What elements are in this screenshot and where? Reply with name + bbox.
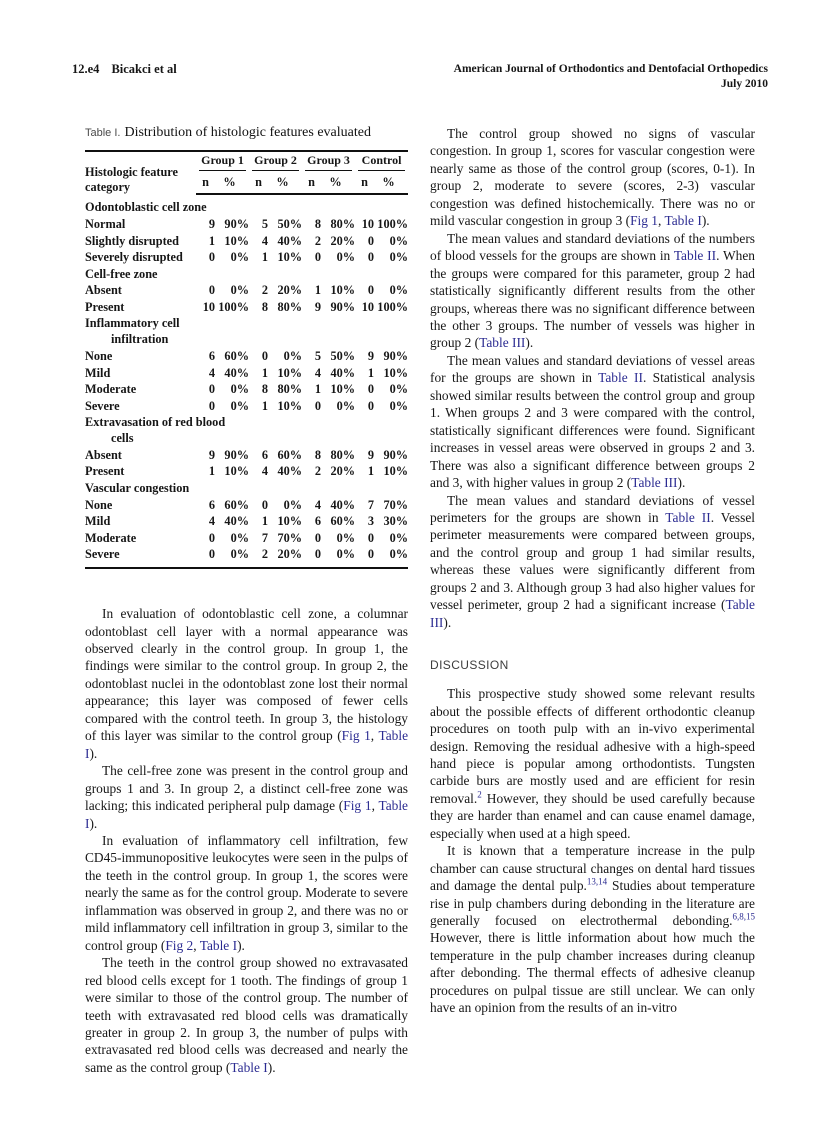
text-run: The mean values and standard deviations of the numbers of blood vessels for the groups are shown in xyxy=(430,230,755,264)
two-column-body xyxy=(85,123,768,1076)
count-cell: 7 xyxy=(261,530,269,545)
count-cell: 4 xyxy=(261,233,269,248)
text-run: The mean values and standard deviations of vessel perimeters for the groups are shown in xyxy=(430,492,755,525)
percent-cell: 0% xyxy=(389,530,409,545)
count-cell: 8 xyxy=(261,299,269,314)
count-cell: 1 xyxy=(367,365,375,380)
category-cell: Mild xyxy=(85,365,111,380)
percent-cell: 0% xyxy=(230,530,250,545)
reference-citation-link[interactable]: 6,8,15 xyxy=(732,911,755,922)
percent-cell: 40% xyxy=(277,233,303,248)
count-cell: 2 xyxy=(314,233,322,248)
percent-cell: 10% xyxy=(277,365,303,380)
text-run: . Vessel perimeter measurements were compared between groups, and the control group and group 1 had similar results, whereas these values were significantly different from groups 2 and 3. Although group 3 had also higher values for vessel perimeter, group 2 had a significant increase ( xyxy=(430,509,756,613)
count-cell: 9 xyxy=(208,447,215,462)
text-run: ). xyxy=(89,815,98,831)
table-row xyxy=(85,546,408,568)
subcolumn-header-cell: % xyxy=(374,171,408,194)
percent-cell: 40% xyxy=(330,365,356,380)
percent-cell: 80% xyxy=(330,217,356,231)
percent-cell: 80% xyxy=(277,299,303,314)
text-run: The control group showed no signs of vascular congestion. In group 1, scores for vascular congestion were nearly same as those of the control group (scores, 0-1). In group 2, moderate to severe (scores, 2-3) vascular congestion was defined histochemically. There was no or mild vascular congestion in group 3 ( xyxy=(430,126,755,229)
table-row xyxy=(85,381,408,398)
cross-ref-link[interactable]: Table I xyxy=(199,937,238,953)
group-header-cell xyxy=(196,151,249,171)
count-cell: 0 xyxy=(314,398,322,413)
category-cell: Slightly disrupted xyxy=(85,233,179,248)
percent-cell: 10% xyxy=(277,514,303,529)
cross-ref-link[interactable]: Table I xyxy=(85,728,409,761)
table-1-label: Table I. xyxy=(85,127,121,139)
percent-cell: 10% xyxy=(330,382,356,397)
running-authors: Bicakci et al xyxy=(111,62,177,76)
paragraph xyxy=(430,842,755,1017)
table-row xyxy=(85,216,408,233)
histology-table-head xyxy=(85,151,408,194)
cross-ref-link[interactable]: Table II xyxy=(598,370,643,386)
histology-table-body xyxy=(85,194,408,568)
percent-cell: 70% xyxy=(383,497,409,512)
paragraph xyxy=(430,492,755,632)
count-cell: 3 xyxy=(367,514,375,529)
percent-cell: 60% xyxy=(330,514,356,529)
count-cell: 0 xyxy=(208,250,215,265)
page-folio: 12.e4 xyxy=(72,62,100,76)
category-cell: Present xyxy=(85,464,125,479)
category-cell: Absent xyxy=(85,447,122,462)
running-head-left xyxy=(72,62,177,77)
percent-cell: 60% xyxy=(224,497,250,512)
group-header-row xyxy=(85,151,408,171)
left-column xyxy=(85,123,408,1076)
count-cell: 0 xyxy=(208,546,215,561)
count-cell: 0 xyxy=(314,530,322,545)
paragraph xyxy=(430,230,755,352)
percent-cell: 40% xyxy=(224,365,250,380)
percent-cell: 90% xyxy=(383,348,409,363)
histology-table xyxy=(85,150,408,569)
percent-cell: 0% xyxy=(230,283,250,298)
percent-cell: 100% xyxy=(218,299,250,314)
subcolumn-header-cell: n xyxy=(355,171,374,194)
category-cell: Moderate xyxy=(85,530,137,545)
count-cell: 8 xyxy=(261,382,269,397)
percent-cell: 0% xyxy=(336,398,356,413)
percent-cell: 100% xyxy=(377,217,409,231)
count-cell: 1 xyxy=(261,398,269,413)
journal-title: American Journal of Orthodontics and Dentofacial Orthopedics xyxy=(453,63,768,75)
text-run: In evaluation of odontoblastic cell zone, a columnar odontoblast cell layer with a normal appearance was observed clearly in the control group. In group 1, the findings were similar to the control group. In group 2, the odontoblast nuclei in the odontoblast zone lost their normal appearance; this layer was composed of fewer cells compared with the control teeth. In group 3, the histology of this layer was similar to the control group ( xyxy=(85,606,408,744)
count-cell: 0 xyxy=(367,546,375,561)
right-column xyxy=(430,123,755,1076)
count-cell: 0 xyxy=(261,497,269,512)
text-run: , xyxy=(371,798,379,814)
table-row xyxy=(85,249,408,266)
paragraph xyxy=(85,954,408,1076)
percent-cell: 0% xyxy=(283,348,303,363)
cross-ref-link[interactable]: Table III xyxy=(631,475,678,491)
percent-cell: 10% xyxy=(330,283,356,298)
text-run: It is known that a temperature increase in the pulp chamber can cause structural changes on dental hard tissues and damage the dental pulp. xyxy=(430,843,755,894)
percent-cell: 20% xyxy=(277,546,303,561)
count-cell: 6 xyxy=(208,348,215,363)
subcolumn-header-cell: % xyxy=(215,171,249,194)
percent-cell: 40% xyxy=(224,514,250,529)
count-cell: 4 xyxy=(208,514,215,529)
text-run: , xyxy=(657,213,665,229)
category-cell: Mild xyxy=(85,514,111,529)
subcolumn-header-cell: % xyxy=(268,171,302,194)
section-label-cell: Odontoblastic cell zone xyxy=(85,200,207,215)
count-cell: 10 xyxy=(361,299,375,314)
group-label: Group 3 xyxy=(305,152,352,171)
count-cell: 4 xyxy=(314,365,322,380)
discussion-heading: DISCUSSION xyxy=(430,658,509,673)
text-run: . Statistical analysis showed similar results between the control group and group 1. When groups 2 and 3 were compared with the control, statistically significant differences were found. Significant increases in vessel areas were observed in groups 2 and 3. There was also a significant difference between groups 2 and 3, with higher values in group 2 ( xyxy=(430,370,756,491)
percent-cell: 0% xyxy=(389,546,409,561)
count-cell: 2 xyxy=(261,546,269,561)
percent-cell: 20% xyxy=(330,233,356,248)
cross-ref-link[interactable]: Table III xyxy=(479,335,526,351)
running-head-right xyxy=(454,62,768,92)
table-row xyxy=(85,529,408,546)
cross-ref-link[interactable]: Table II xyxy=(673,248,717,264)
paragraph xyxy=(85,762,408,832)
category-cell: None xyxy=(85,497,113,512)
text-run: The teeth in the control group showed no extravasated red blood cells except for 1 tooth. The findings of group 1 were similar to those of the control group. The number of teeth with extravasated red blood cells was dramatically greater in group 2. In group 3, the number of pulps with extravasated red blood cells was decreased and nearly the same as the control group ( xyxy=(85,955,408,1075)
percent-cell: 90% xyxy=(383,447,409,462)
percent-cell: 60% xyxy=(224,348,250,363)
percent-cell: 0% xyxy=(230,250,250,265)
subcolumn-header-cell: % xyxy=(321,171,355,194)
count-cell: 1 xyxy=(261,514,269,529)
group-label: Control xyxy=(358,152,405,171)
category-cell: Severe xyxy=(85,546,120,561)
count-cell: 1 xyxy=(314,382,322,397)
paragraph xyxy=(430,685,755,842)
text-run: ). xyxy=(89,745,98,761)
category-cell: Severe xyxy=(85,398,120,413)
category-cell: Present xyxy=(85,299,125,314)
subcolumn-header-cell: n xyxy=(196,171,215,194)
count-cell: 1 xyxy=(314,283,322,298)
percent-cell: 10% xyxy=(277,250,303,265)
category-cell: Moderate xyxy=(85,382,137,397)
count-cell: 9 xyxy=(367,447,375,462)
count-cell: 1 xyxy=(367,464,375,479)
count-cell: 0 xyxy=(208,283,215,298)
table-section-row xyxy=(85,194,408,215)
percent-cell: 40% xyxy=(330,497,356,512)
table-row xyxy=(85,282,408,299)
percent-cell: 0% xyxy=(230,382,250,397)
percent-cell: 0% xyxy=(389,233,409,248)
percent-cell: 10% xyxy=(224,464,250,479)
text-run: ). xyxy=(525,335,534,351)
category-cell: Severely disrupted xyxy=(85,250,183,265)
text-run: ). xyxy=(237,937,245,953)
table-1-block xyxy=(85,123,408,569)
table-row xyxy=(85,348,408,365)
percent-cell: 70% xyxy=(277,530,303,545)
count-cell: 1 xyxy=(261,250,269,265)
table-section-row xyxy=(85,315,408,347)
text-run: Studies about temperature rise in pulp chambers during debonding in the literature are generally focused on electrothermal debonding. xyxy=(430,878,755,929)
table-row xyxy=(85,496,408,513)
count-cell: 4 xyxy=(314,497,322,512)
percent-cell: 90% xyxy=(224,217,250,231)
text-run: ). xyxy=(443,614,452,630)
cross-ref-link[interactable]: Table I xyxy=(85,798,408,831)
count-cell: 5 xyxy=(261,217,269,231)
percent-cell: 0% xyxy=(336,530,356,545)
category-cell: Absent xyxy=(85,283,122,298)
table-section-row xyxy=(85,265,408,282)
count-cell: 10 xyxy=(361,217,375,231)
percent-cell: 10% xyxy=(383,464,409,479)
percent-cell: 50% xyxy=(330,348,356,363)
text-run: ). xyxy=(701,213,710,229)
percent-cell: 90% xyxy=(224,447,250,462)
count-cell: 9 xyxy=(367,348,375,363)
cross-ref-link[interactable]: Table II xyxy=(665,509,711,525)
subcolumn-header-cell: n xyxy=(249,171,268,194)
count-cell: 6 xyxy=(314,514,322,529)
table-row xyxy=(85,397,408,414)
group-header-cell xyxy=(355,151,408,171)
paragraph xyxy=(85,605,408,762)
text-run: However, there is little information about how much the temperature in the pulp chamber increases during cleanup after debonding. The thermal effects of adhesive cleanup procedures on pulpal tissue are still unclear. We can only have an opinion from the results of an in-vitro xyxy=(430,930,755,1016)
table-row xyxy=(85,364,408,381)
count-cell: 8 xyxy=(314,447,322,462)
table-row xyxy=(85,299,408,316)
text-run: This prospective study showed some relevant results about the possible effects of different orthodontic cleanup procedures on tooth pulp with an in-vivo experimental design. Removing the residual adhesive with a high-speed hand piece is popular among orthodontists. Tungsten carbide burs are mostly used and are efficient for resin removal. xyxy=(430,686,755,806)
cross-ref-link[interactable]: Fig 1 xyxy=(343,798,372,814)
percent-cell: 0% xyxy=(230,546,250,561)
table-row xyxy=(85,446,408,463)
group-header-cell xyxy=(249,151,302,171)
text-run: , xyxy=(370,728,379,744)
cross-ref-link[interactable]: Table I xyxy=(230,1059,268,1075)
cross-ref-link[interactable]: Fig 1 xyxy=(630,213,658,229)
percent-cell: 20% xyxy=(277,283,303,298)
count-cell: 2 xyxy=(314,464,322,479)
count-cell: 0 xyxy=(367,283,375,298)
percent-cell: 60% xyxy=(277,447,303,462)
count-cell: 1 xyxy=(208,464,215,479)
text-run: ). xyxy=(677,475,686,491)
percent-cell: 20% xyxy=(330,464,356,479)
count-cell: 0 xyxy=(367,530,375,545)
percent-cell: 0% xyxy=(389,283,409,298)
percent-cell: 10% xyxy=(383,365,409,380)
percent-cell: 0% xyxy=(230,398,250,413)
section-label-line2: cells xyxy=(111,431,134,446)
text-run: The cell-free zone was present in the control group and groups 1 and 3. In group 2, a distinct cell-free zone was lacking; this indicated peripheral pulp damage ( xyxy=(85,763,408,814)
table-section-row xyxy=(85,480,408,497)
group-header-cell xyxy=(302,151,355,171)
group-label: Group 1 xyxy=(199,152,246,171)
reference-citation-link[interactable]: 13,14 xyxy=(586,876,608,887)
count-cell: 7 xyxy=(367,497,375,512)
percent-cell: 30% xyxy=(383,514,409,529)
section-label-cell: Cell-free zone xyxy=(85,266,158,281)
percent-cell: 0% xyxy=(389,250,409,265)
table-row xyxy=(85,463,408,480)
percent-cell: 0% xyxy=(336,250,356,265)
paragraph xyxy=(430,352,755,492)
count-cell: 0 xyxy=(208,530,215,545)
count-cell: 0 xyxy=(367,250,375,265)
text-run: ). xyxy=(267,1059,276,1075)
section-label-line2: infiltration xyxy=(111,332,169,347)
cross-ref-link[interactable]: Fig 2 xyxy=(165,937,194,953)
percent-cell: 10% xyxy=(277,398,303,413)
percent-cell: 0% xyxy=(336,546,356,561)
cross-ref-link[interactable]: Table III xyxy=(430,597,755,630)
cross-ref-link[interactable]: Table I xyxy=(664,213,702,229)
cross-ref-link[interactable]: Fig 1 xyxy=(341,728,371,744)
count-cell: 1 xyxy=(208,233,215,248)
count-cell: 4 xyxy=(208,365,215,380)
percent-cell: 0% xyxy=(283,497,303,512)
table-row xyxy=(85,513,408,530)
count-cell: 2 xyxy=(261,283,269,298)
count-cell: 9 xyxy=(208,217,215,231)
count-cell: 0 xyxy=(367,233,375,248)
page-header xyxy=(72,62,768,92)
count-cell: 6 xyxy=(208,497,215,512)
section-label-cell: Extravasation of red blood cells xyxy=(85,414,408,446)
count-cell: 0 xyxy=(314,546,322,561)
category-cell: None xyxy=(85,348,113,363)
count-cell: 9 xyxy=(314,299,322,314)
count-cell: 0 xyxy=(314,250,322,265)
percent-cell: 40% xyxy=(277,464,303,479)
reference-citation-link[interactable]: 2 xyxy=(477,789,482,800)
percent-cell: 0% xyxy=(389,382,409,397)
percent-cell: 90% xyxy=(330,299,356,314)
percent-cell: 0% xyxy=(389,398,409,413)
percent-cell: 100% xyxy=(377,299,409,314)
group-label: Group 2 xyxy=(252,152,299,171)
count-cell: 10 xyxy=(202,299,215,314)
count-cell: 1 xyxy=(261,365,269,380)
text-run: . When the groups were compared for this parameter, group 2 had statistically significantly different results from the other groups, whereas there was no significant difference between the other 3 groups. The number of vessels was higher in group 2 ( xyxy=(430,248,755,351)
text-run: The mean values and standard deviations of vessel areas for the groups are shown in xyxy=(430,352,755,386)
count-cell: 6 xyxy=(261,447,269,462)
text-run: In evaluation of inflammatory cell infiltration, few CD45-immunopositive leukocytes were seen in the pulps of the teeth in the control group. In group 1, the scores were nearly the same as for the control group. Moderate to severe inflammation was observed in group 2, and there was no or mild inflammatory cell infiltration in group 3, similar to the control group ( xyxy=(85,833,408,953)
count-cell: 0 xyxy=(208,382,215,397)
row-header-cell: Histologic feature category xyxy=(85,165,179,194)
section-label-cell: Inflammatory cell infiltration xyxy=(85,315,408,347)
issue-date: July 2010 xyxy=(721,78,768,90)
count-cell: 0 xyxy=(208,398,215,413)
percent-cell: 80% xyxy=(330,447,356,462)
percent-cell: 10% xyxy=(224,233,250,248)
category-cell: Normal xyxy=(85,217,126,231)
count-cell: 8 xyxy=(314,217,322,231)
count-cell: 0 xyxy=(367,382,375,397)
table-1-caption xyxy=(85,123,408,141)
subcolumn-header-cell: n xyxy=(302,171,321,194)
paragraph xyxy=(85,832,408,954)
table-section-row xyxy=(85,414,408,446)
paragraph xyxy=(430,125,755,230)
section-label-cell: Vascular congestion xyxy=(85,480,190,495)
table-row xyxy=(85,232,408,249)
text-run: , xyxy=(193,937,200,953)
count-cell: 0 xyxy=(367,398,375,413)
count-cell: 5 xyxy=(314,348,322,363)
left-column-text xyxy=(85,605,408,1076)
table-1-title: Distribution of histologic features evaluated xyxy=(124,125,371,140)
count-cell: 4 xyxy=(261,464,269,479)
count-cell: 0 xyxy=(261,348,269,363)
percent-cell: 80% xyxy=(277,382,303,397)
text-run: However, they should be used carefully because they are harder than enamel and can cause enamel damage, especially when used at a high speed. xyxy=(430,790,755,841)
percent-cell: 50% xyxy=(277,217,303,231)
